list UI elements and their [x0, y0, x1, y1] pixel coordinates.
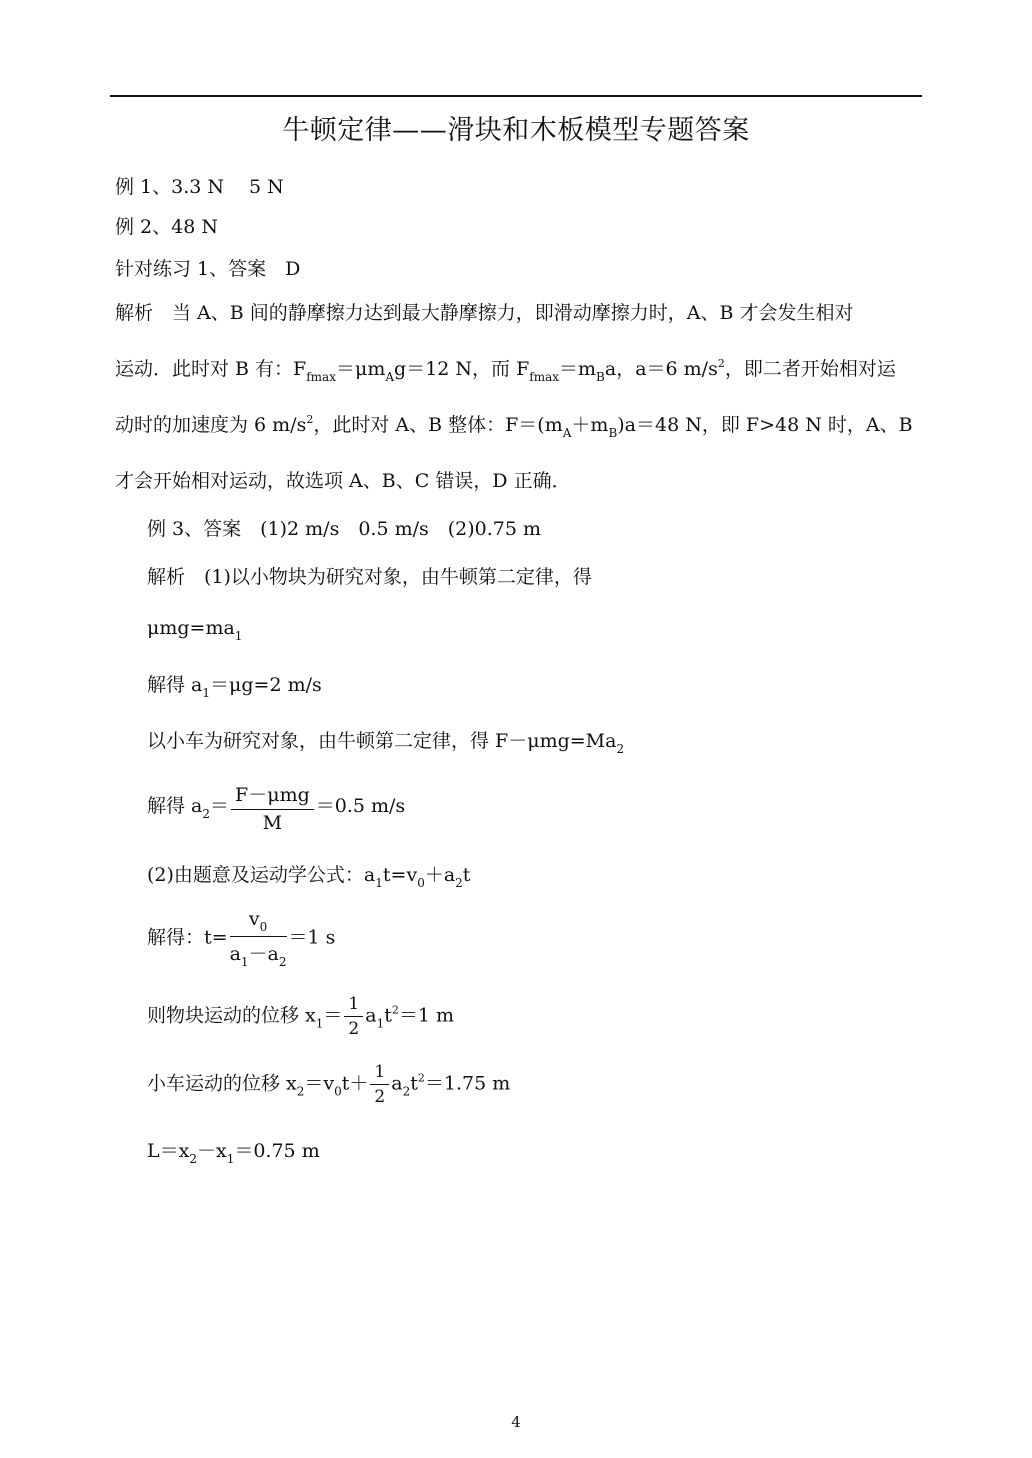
document-title: 牛顿定律——滑块和木板模型专题答案: [282, 115, 750, 146]
equation-friction: $\mu mg=ma_1$: [147, 617, 243, 643]
kinematics-equation: (2)由题意及运动学公式：$a_1t=v_0+a_2t$: [147, 864, 471, 890]
fraction-half: $\frac{1}{2}$: [344, 994, 363, 1039]
practice-1-answer: 针对练习 1、答案 D: [115, 258, 301, 280]
fraction-a2: $\frac{\text{F－μmg}}{M}$: [231, 780, 314, 834]
analysis-1-line-3: 动时的加速度为 6 $m/s^2$，此时对 A、B 整体：$F=(m_A+m_B)a=48$ N，即 F>48 N 时，A、B: [115, 413, 913, 440]
analysis-1-line-2: 运动．此时对 B 有：$F_{fmax}=\mu m_Ag=12$ N，而 $F_{fmax}=m_Ba$，a＝6 $m/s^2$，即二者开始相对运: [115, 357, 896, 384]
example-3-answer: 例 3、答案 (1)2 m/s 0.5 m/s (2)0.75 m: [147, 518, 542, 540]
equation-length: $L=x_2-x_1=0.75$ m: [147, 1140, 320, 1166]
equation-x1: 则物块运动的位移 $x_1=$ $\frac{1}{2}$ $a_1t^2=1$ m: [147, 994, 455, 1039]
analysis-1-line-4: 才会开始相对运动，故选项 A、B、C 错误，D 正确．: [115, 470, 571, 492]
equation-x2: 小车运动的位移 $x_2=v_0t+$ $\frac{1}{2}$ $a_2t^2=1.75$ m: [147, 1062, 511, 1107]
fraction-half: $\frac{1}{2}$: [370, 1062, 389, 1107]
fraction-time: $\frac{v_0}{a_1-a_2}$: [229, 908, 287, 969]
header-rule: [110, 95, 922, 97]
example-2-answer: 例 2、48 N: [115, 216, 218, 238]
analysis-1-line-1: 解析 当 A、B 间的静摩擦力达到最大静摩擦力，即滑动摩擦力时，A、B 才会发生相对: [115, 302, 854, 324]
equation-time: 解得：t= $\frac{v_0}{a_1-a_2}$ ＝1 s: [147, 908, 336, 969]
car-equation: 以小车为研究对象，由牛顿第二定律，得 $F-\mu mg=Ma_2$: [147, 730, 625, 756]
example-3-analysis: 解析 (1)以小物块为研究对象，由牛顿第二定律，得: [147, 566, 592, 588]
equation-a1: 解得 $a_1=\mu g=2$ m/s: [147, 674, 322, 700]
equation-a2: 解得 $a_2=$ $\frac{\text{F－μmg}}{M}$ ＝0.5 m/s: [147, 780, 405, 834]
example-1-answer: 例 1、3.3 N 5 N: [115, 176, 284, 198]
page-number: 4: [511, 1413, 521, 1431]
